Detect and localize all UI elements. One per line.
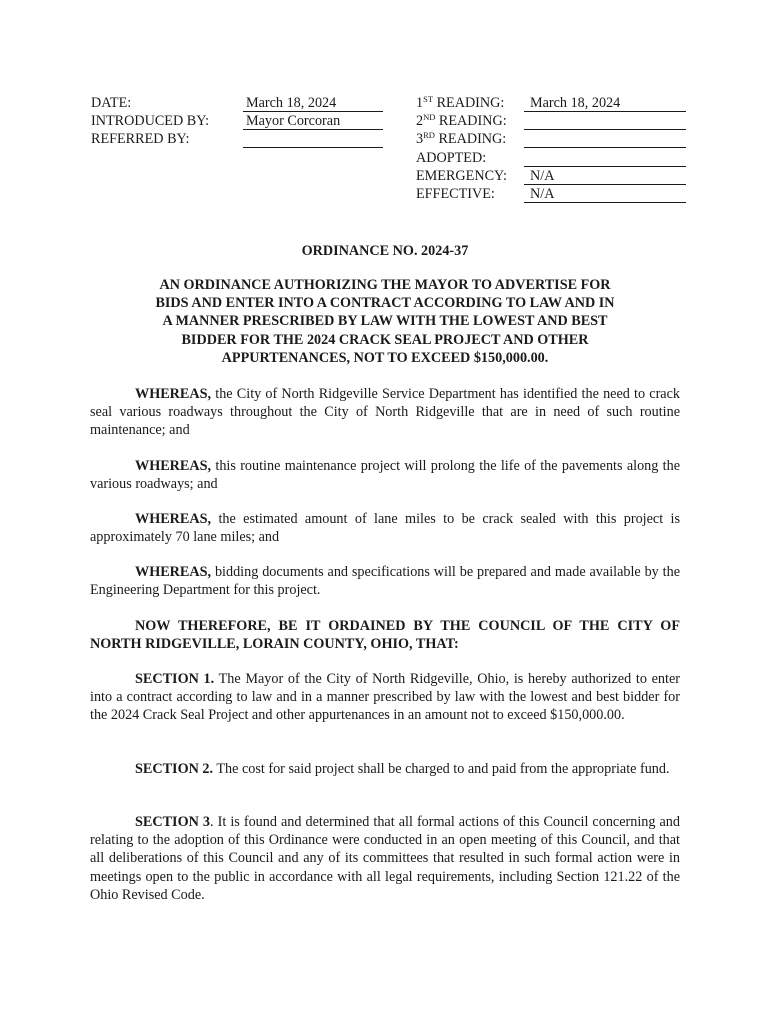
second-reading-label: 2ND READING: (416, 112, 507, 129)
third-reading-value (524, 130, 686, 148)
title-line: AN ORDINANCE AUTHORIZING THE MAYOR TO ADVERTISE FOR (159, 277, 611, 293)
section-2: SECTION 2. The cost for said project shall be charged to and paid from the appropriate fund. (135, 761, 670, 777)
ordinance-title (90, 276, 680, 367)
whereas-clause: WHEREAS, bidding documents and specifications will be prepared and made available by the Engineering Department for this project. (90, 564, 680, 599)
introduced-by-value: Mayor Corcoran (243, 112, 383, 130)
first-reading-label: 1ST READING: (416, 94, 505, 111)
title-line: BIDS AND ENTER INTO A CONTRACT ACCORDING TO LAW AND IN (155, 295, 615, 312)
date-value: March 18, 2024 (243, 94, 383, 112)
whereas-clause: WHEREAS, this routine maintenance project will prolong the life of the pavements along the various roadways; and (90, 458, 680, 493)
effective-value: N/A (524, 185, 686, 203)
ordinance-number: ORDINANCE NO. 2024-37 (301, 243, 469, 259)
adopted-value (524, 149, 686, 167)
introduced-by-label: INTRODUCED BY: (91, 113, 210, 129)
effective-label: EFFECTIVE: (416, 186, 495, 202)
whereas-clause: WHEREAS, the estimated amount of lane miles to be crack sealed with this project is approximately 70 lane miles; and (90, 511, 680, 546)
ordained-clause: NOW THEREFORE, BE IT ORDAINED BY THE COUNCIL OF THE CITY OF NORTH RIDGEVILLE, LORAIN COUNTY, OHIO, THAT: (90, 618, 680, 653)
section-3: SECTION 3. It is found and determined that all formal actions of this Council concerning and relating to the adoption of this Ordinance were conducted in an open meeting of this Council, and that all deliberations of this Council and any of its committees that resulted in such formal action were in meetings open to the public in accordance with all legal requirements, including Section 121.22 of the Ohio Revised Code. (90, 814, 680, 903)
emergency-label: EMERGENCY: (416, 168, 507, 184)
adopted-label: ADOPTED: (416, 150, 487, 166)
whereas-clause: WHEREAS, the City of North Ridgeville Service Department has identified the need to crack seal various roadways throughout the City of North Ridgeville that are in need of such routine maintenance; and (90, 386, 680, 439)
emergency-value: N/A (524, 167, 686, 185)
second-reading-value (524, 112, 686, 130)
third-reading-label: 3RD READING: (416, 130, 507, 147)
title-line: BIDDER FOR THE 2024 CRACK SEAL PROJECT AND OTHER (181, 331, 589, 348)
referred-by-label: REFERRED BY: (91, 131, 190, 147)
referred-by-value (243, 130, 383, 148)
title-line: A MANNER PRESCRIBED BY LAW WITH THE LOWEST AND BEST (162, 313, 608, 330)
title-line: APPURTENANCES, NOT TO EXCEED $150,000.00. (221, 349, 549, 366)
first-reading-value: March 18, 2024 (524, 94, 686, 112)
date-label: DATE: (91, 95, 132, 111)
section-1: SECTION 1. The Mayor of the City of North Ridgeville, Ohio, is hereby authorized to enter into a contract according to law and in a manner prescribed by law with the lowest and best bidder for the 2024 Crack Seal Project and other appurtenances in an amount not to exceed $150,000.00. (90, 671, 680, 724)
